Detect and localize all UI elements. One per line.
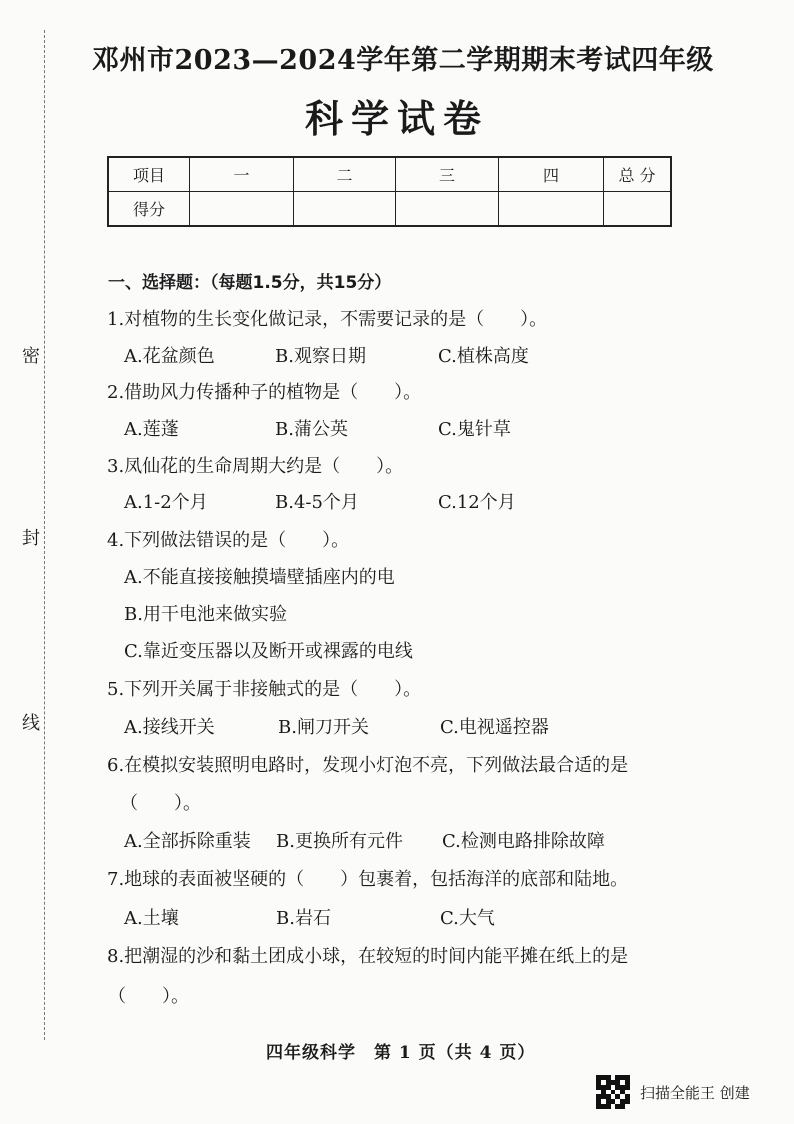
score-input-cell[interactable] xyxy=(604,192,672,227)
exam-title: 邓州市2023—2024学年第二学期期末考试四年级 xyxy=(92,45,714,76)
question-stem: 6.在模拟安装照明电路时，发现小灯泡不亮，下列做法最合适的是 xyxy=(107,755,629,776)
answer-option: B.用干电池来做实验 xyxy=(124,604,287,625)
answer-option: C.靠近变压器以及断开或裸露的电线 xyxy=(124,641,413,662)
answer-option: C.大气 xyxy=(440,908,495,929)
answer-option: B.4-5个月 xyxy=(275,492,359,513)
answer-option: A.接线开关 xyxy=(124,717,215,738)
score-input-cell[interactable] xyxy=(190,192,294,227)
score-header-cell: 四 xyxy=(499,157,604,192)
binding-mark-xian: 线 xyxy=(22,705,40,739)
binding-mark-mi: 密 xyxy=(22,338,40,372)
question-stem: 1.对植物的生长变化做记录，不需要记录的是（ ）。 xyxy=(107,309,548,330)
score-header-cell: 三 xyxy=(396,157,499,192)
answer-option: B.观察日期 xyxy=(275,346,366,367)
answer-option: C.12个月 xyxy=(438,492,516,513)
answer-option: A.土壤 xyxy=(124,908,179,929)
question-stem-continuation: （ ）。 xyxy=(108,986,189,1007)
score-row-label: 得分 xyxy=(108,192,190,227)
answer-option: A.全部拆除重装 xyxy=(124,831,251,852)
score-header-cell: 二 xyxy=(294,157,396,192)
qr-code-icon xyxy=(596,1075,630,1109)
answer-option: A.莲蓬 xyxy=(124,419,179,440)
question-stem: 4.下列做法错误的是（ ）。 xyxy=(107,530,350,551)
score-table xyxy=(107,156,672,227)
score-header-cell: 总 分 xyxy=(604,157,672,192)
answer-option: C.电视遥控器 xyxy=(440,717,549,738)
score-input-cell[interactable] xyxy=(294,192,396,227)
question-stem: 8.把潮湿的沙和黏土团成小球，在较短的时间内能平摊在纸上的是 xyxy=(107,946,629,967)
score-table-header-row xyxy=(108,157,671,192)
answer-option: A.不能直接接触摸墙壁插座内的电 xyxy=(124,567,395,588)
answer-option: C.检测电路排除故障 xyxy=(442,831,605,852)
page-footer: 四年级科学 第 1 页（共 4 页） xyxy=(266,1043,536,1063)
question-stem: 3.凤仙花的生命周期大约是（ ）。 xyxy=(107,456,404,477)
question-stem: 5.下列开关属于非接触式的是（ ）。 xyxy=(107,679,422,700)
scanner-watermark xyxy=(596,1074,750,1110)
subject-title: 科学试卷 xyxy=(304,96,489,141)
answer-option: A.1-2个月 xyxy=(124,492,208,513)
section-title: 一、选择题：（每题1.5分，共15分） xyxy=(108,273,392,293)
answer-option: A.花盆颜色 xyxy=(124,346,215,367)
answer-option: B.蒲公英 xyxy=(275,419,348,440)
question-stem: 2.借助风力传播种子的植物是（ ）。 xyxy=(107,382,422,403)
answer-option: B.岩石 xyxy=(276,908,331,929)
score-header-cell: 项目 xyxy=(108,157,190,192)
watermark-text: 扫描全能王 创建 xyxy=(640,1083,750,1102)
question-stem-continuation: （ ）。 xyxy=(120,793,201,814)
answer-option: C.植株高度 xyxy=(438,346,529,367)
score-input-cell[interactable] xyxy=(396,192,499,227)
binding-dashed-line xyxy=(44,30,45,1040)
answer-option: C.鬼针草 xyxy=(438,419,511,440)
score-header-cell: 一 xyxy=(190,157,294,192)
binding-mark-feng: 封 xyxy=(22,520,40,554)
answer-option: B.更换所有元件 xyxy=(276,831,403,852)
answer-option: B.闸刀开关 xyxy=(278,717,369,738)
question-stem: 7.地球的表面被坚硬的（ ）包裹着，包括海洋的底部和陆地。 xyxy=(107,869,629,890)
score-table-score-row xyxy=(108,192,671,227)
score-input-cell[interactable] xyxy=(499,192,604,227)
